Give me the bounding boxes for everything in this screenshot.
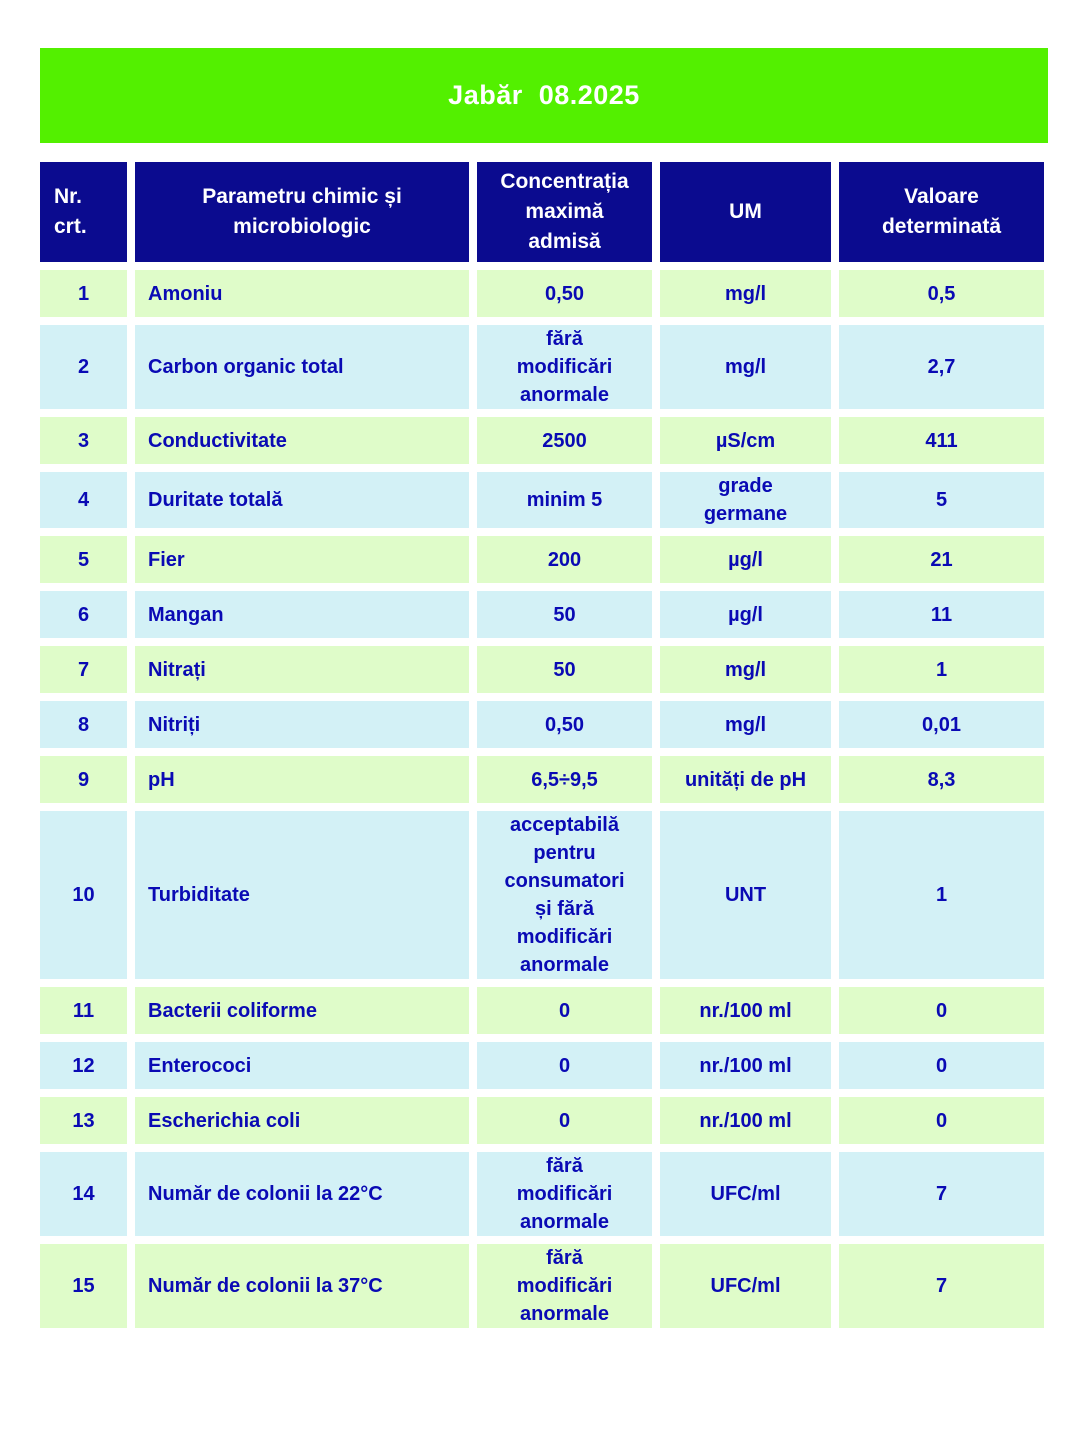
col-header-value: Valoare determinată xyxy=(839,162,1044,262)
col-header-parameter: Parametru chimic și microbiologic xyxy=(135,162,469,262)
col-header-nr-crt: Nr. crt. xyxy=(40,162,127,262)
parameter-name: Nitrați xyxy=(135,646,469,693)
measured-value: 8,3 xyxy=(839,756,1044,803)
parameter-name: Turbiditate xyxy=(135,811,469,979)
max-concentration-value: fără modificări anormale xyxy=(477,1152,652,1236)
row-number: 12 xyxy=(40,1042,127,1089)
report-title: Jabăr 08.2025 xyxy=(448,80,640,110)
unit-of-measure: nr./100 ml xyxy=(660,1097,831,1144)
unit-of-measure: UFC/ml xyxy=(660,1244,831,1328)
parameter-name: Fier xyxy=(135,536,469,583)
row-number: 15 xyxy=(40,1244,127,1328)
measured-value: 0 xyxy=(839,1097,1044,1144)
row-number: 9 xyxy=(40,756,127,803)
parameter-name: Enterococi xyxy=(135,1042,469,1089)
unit-of-measure: nr./100 ml xyxy=(660,987,831,1034)
row-number: 6 xyxy=(40,591,127,638)
col-header-um: UM xyxy=(660,162,831,262)
max-concentration-value: 6,5÷9,5 xyxy=(477,756,652,803)
measured-value: 0 xyxy=(839,1042,1044,1089)
measured-value: 5 xyxy=(839,472,1044,528)
unit-of-measure: unități de pH xyxy=(660,756,831,803)
unit-of-measure: grade germane xyxy=(660,472,831,528)
measured-value: 7 xyxy=(839,1152,1044,1236)
parameter-name: Amoniu xyxy=(135,270,469,317)
measured-value: 1 xyxy=(839,811,1044,979)
unit-of-measure: mg/l xyxy=(660,701,831,748)
max-concentration-value: 50 xyxy=(477,591,652,638)
parameter-name: Nitriți xyxy=(135,701,469,748)
row-number: 11 xyxy=(40,987,127,1034)
row-number: 5 xyxy=(40,536,127,583)
max-concentration-value: 0,50 xyxy=(477,270,652,317)
parameter-name: Bacterii coliforme xyxy=(135,987,469,1034)
max-concentration-value: 0,50 xyxy=(477,701,652,748)
row-number: 10 xyxy=(40,811,127,979)
unit-of-measure: µg/l xyxy=(660,536,831,583)
max-concentration-value: minim 5 xyxy=(477,472,652,528)
report-banner xyxy=(40,48,1048,143)
row-number: 7 xyxy=(40,646,127,693)
unit-of-measure: µS/cm xyxy=(660,417,831,464)
max-concentration-value: fără modificări anormale xyxy=(477,325,652,409)
measured-value: 0,5 xyxy=(839,270,1044,317)
max-concentration-value: 0 xyxy=(477,987,652,1034)
max-concentration-value: 0 xyxy=(477,1097,652,1144)
unit-of-measure: UNT xyxy=(660,811,831,979)
measured-value: 11 xyxy=(839,591,1044,638)
max-concentration-value: 50 xyxy=(477,646,652,693)
parameter-name: Escherichia coli xyxy=(135,1097,469,1144)
parameter-name: pH xyxy=(135,756,469,803)
row-number: 8 xyxy=(40,701,127,748)
measured-value: 0 xyxy=(839,987,1044,1034)
water-quality-table xyxy=(40,162,1044,1328)
col-header-max-concentration: Concentrația maximă admisă xyxy=(477,162,652,262)
max-concentration-value: 0 xyxy=(477,1042,652,1089)
max-concentration-value: 2500 xyxy=(477,417,652,464)
max-concentration-value: acceptabilă pentru consumatori și fără modificări anormale xyxy=(477,811,652,979)
parameter-name: Mangan xyxy=(135,591,469,638)
unit-of-measure: µg/l xyxy=(660,591,831,638)
parameter-name: Număr de colonii la 37°C xyxy=(135,1244,469,1328)
parameter-name: Duritate totală xyxy=(135,472,469,528)
measured-value: 21 xyxy=(839,536,1044,583)
row-number: 14 xyxy=(40,1152,127,1236)
measured-value: 7 xyxy=(839,1244,1044,1328)
row-number: 2 xyxy=(40,325,127,409)
row-number: 4 xyxy=(40,472,127,528)
measured-value: 1 xyxy=(839,646,1044,693)
row-number: 13 xyxy=(40,1097,127,1144)
row-number: 3 xyxy=(40,417,127,464)
unit-of-measure: mg/l xyxy=(660,646,831,693)
max-concentration-value: fără modificări anormale xyxy=(477,1244,652,1328)
measured-value: 0,01 xyxy=(839,701,1044,748)
parameter-name: Număr de colonii la 22°C xyxy=(135,1152,469,1236)
unit-of-measure: mg/l xyxy=(660,270,831,317)
unit-of-measure: nr./100 ml xyxy=(660,1042,831,1089)
parameter-name: Carbon organic total xyxy=(135,325,469,409)
measured-value: 2,7 xyxy=(839,325,1044,409)
unit-of-measure: UFC/ml xyxy=(660,1152,831,1236)
measured-value: 411 xyxy=(839,417,1044,464)
parameter-name: Conductivitate xyxy=(135,417,469,464)
unit-of-measure: mg/l xyxy=(660,325,831,409)
row-number: 1 xyxy=(40,270,127,317)
max-concentration-value: 200 xyxy=(477,536,652,583)
